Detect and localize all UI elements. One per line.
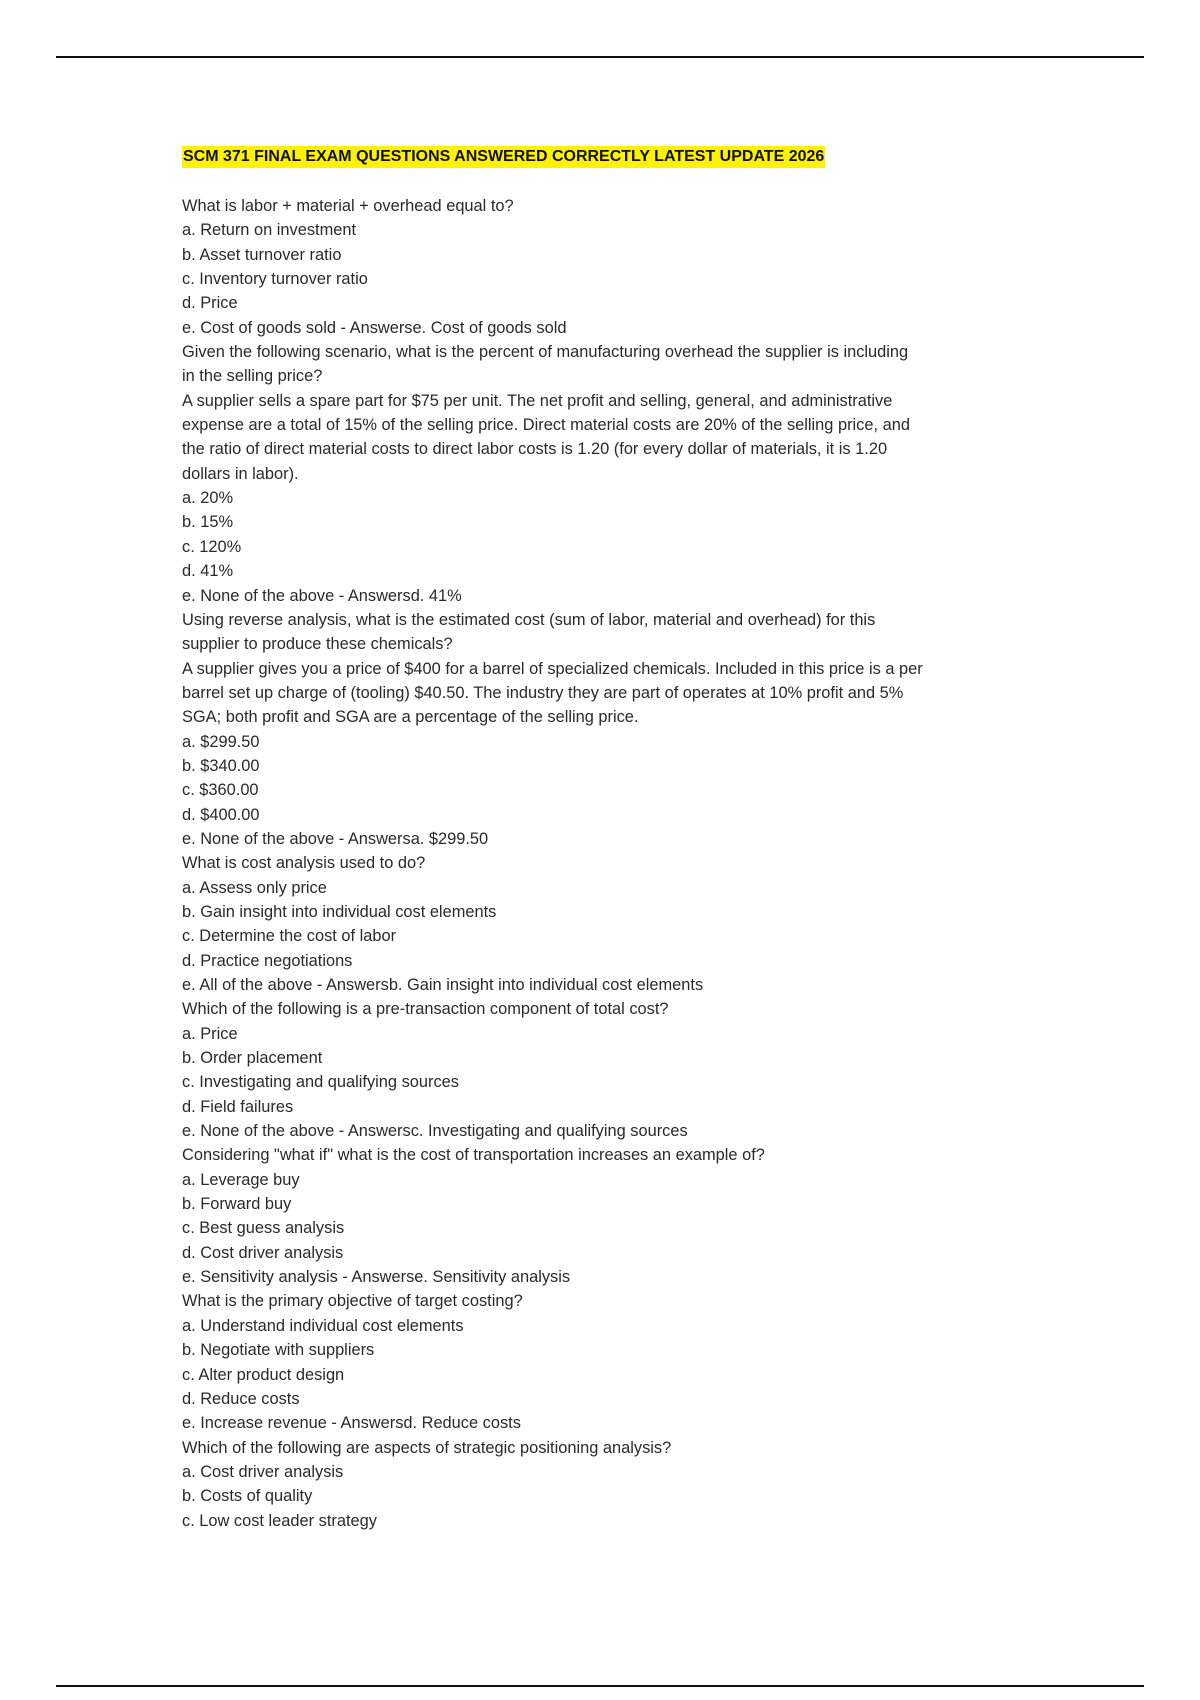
text-line: the ratio of direct material costs to direct labor costs is 1.20 (for every dollar of materials, it is 1.20 [182,440,888,459]
text-line: e. Cost of goods sold - Answerse. Cost of goods sold [182,318,567,337]
question-list [182,194,1042,1533]
text-line: Given the following scenario, what is the percent of manufacturing overhead the supplier is including [182,343,909,362]
text-line: dollars in labor). [182,464,299,483]
text-line: e. Increase revenue - Answersd. Reduce costs [182,1414,521,1433]
text-line: c. 120% [182,537,242,556]
text-line: d. Reduce costs [182,1389,300,1408]
text-line: d. 41% [182,562,234,581]
text-line: e. None of the above - Answersc. Investigating and qualifying sources [182,1122,688,1141]
text-line: Which of the following are aspects of strategic positioning analysis? [182,1438,672,1457]
text-line: a. $299.50 [182,732,260,751]
text-line: b. $340.00 [182,756,260,775]
text-line: d. $400.00 [182,805,260,824]
text-line: b. Forward buy [182,1195,292,1214]
text-line: a. Assess only price [182,878,327,897]
text-line: c. Alter product design [182,1365,345,1384]
footer-rule [56,1685,1144,1687]
text-line: c. $360.00 [182,781,259,800]
text-line: e. All of the above - Answersb. Gain insight into individual cost elements [182,976,704,994]
text-line: c. Low cost leader strategy [182,1511,377,1530]
text-line: e. Sensitivity analysis - Answerse. Sensitivity analysis [182,1268,571,1287]
text-line: d. Cost driver analysis [182,1243,344,1262]
text-line: c. Investigating and qualifying sources [182,1073,459,1092]
text-line: A supplier gives you a price of $400 for a barrel of specialized chemicals. Included in this price is a per [182,659,923,678]
text-line: What is the primary objective of target costing? [182,1292,523,1311]
text-line: b. Order placement [182,1049,323,1068]
text-line: What is cost analysis used to do? [182,854,426,873]
text-line: b. 15% [182,513,234,532]
text-line: a. Leverage buy [182,1170,300,1189]
text-line: a. 20% [182,489,234,508]
title-block [182,146,1042,170]
text-line: d. Field failures [182,1097,294,1116]
text-line: SGA; both profit and SGA are a percentage of the selling price. [182,708,639,727]
text-line: c. Inventory turnover ratio [182,270,368,289]
text-line: What is labor + material + overhead equal to? [182,197,514,215]
text-line: supplier to produce these chemicals? [182,635,453,654]
text-line: a. Return on investment [182,221,357,240]
text-line: A supplier sells a spare part for $75 per unit. The net profit and selling, general, and administrative [182,391,893,410]
text-line: b. Negotiate with suppliers [182,1341,375,1360]
text-line: a. Price [182,1024,238,1043]
text-line: b. Costs of quality [182,1487,313,1506]
text-line: b. Gain insight into individual cost elements [182,902,497,921]
text-line: b. Asset turnover ratio [182,245,342,264]
header-rule [56,56,1144,58]
text-line: d. Practice negotiations [182,951,353,970]
text-line: a. Understand individual cost elements [182,1316,464,1335]
text-line: e. None of the above - Answersd. 41% [182,586,462,605]
text-line: Using reverse analysis, what is the estimated cost (sum of labor, material and overhead) for this [182,610,876,629]
text-line: a. Cost driver analysis [182,1462,344,1481]
document-title: SCM 371 FINAL EXAM QUESTIONS ANSWERED CORRECTLY LATEST UPDATE 2026 [182,146,825,168]
text-line: d. Price [182,294,238,313]
text-line: Which of the following is a pre-transaction component of total cost? [182,1000,669,1019]
text-line: in the selling price? [182,367,323,386]
text-line: c. Determine the cost of labor [182,927,397,946]
text-line: barrel set up charge of (tooling) $40.50. The industry they are part of operates at 10% profit and 5% [182,683,904,702]
text-line: e. None of the above - Answersa. $299.50 [182,829,489,848]
document-body [182,146,1042,1533]
text-line: Considering "what if" what is the cost of transportation increases an example of? [182,1146,765,1165]
text-line: c. Best guess analysis [182,1219,345,1238]
text-line: expense are a total of 15% of the selling price. Direct material costs are 20% of the selling price, and [182,416,910,435]
